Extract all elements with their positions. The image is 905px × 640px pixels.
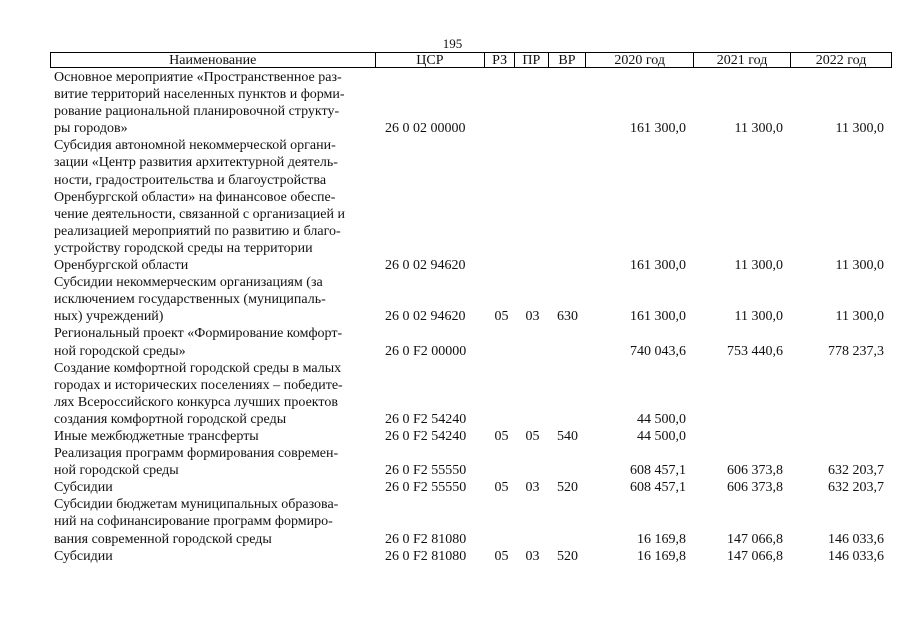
row-csr: 26 0 F2 55550 <box>385 480 467 496</box>
row-name-line: ры городов» <box>54 121 128 137</box>
row-name-line: устройству городской среды на территории <box>54 240 313 256</box>
row-name-line: Субсидии некоммерческим организациям (за <box>54 275 323 291</box>
table-row <box>50 325 892 359</box>
row-name-line: Субсидии <box>54 548 113 564</box>
table-row <box>50 496 892 547</box>
row-name <box>50 137 377 274</box>
row-2021: 11 300,0 <box>734 309 783 325</box>
row-name <box>50 69 377 137</box>
row-name-line: витие территорий населенных пунктов и форми- <box>54 87 345 103</box>
row-name-line: Иные межбюджетные трансферты <box>54 428 259 444</box>
header-rz: РЗ <box>485 53 515 67</box>
row-name <box>50 274 377 325</box>
row-name-line: Создание комфортной городской среды в малых <box>54 360 342 376</box>
row-name-line: исключением государственных (муниципаль- <box>54 292 326 308</box>
row-csr: 26 0 F2 55550 <box>385 463 467 479</box>
row-2020: 608 457,1 <box>630 480 686 496</box>
page-number: 195 <box>442 36 463 51</box>
row-2022: 632 203,7 <box>828 480 884 496</box>
row-name-line: ности, градостроительства и благоустройства <box>54 172 327 188</box>
row-2020: 161 300,0 <box>630 121 686 137</box>
table-row <box>50 274 892 325</box>
row-name-line: чение деятельности, связанной с организацией и <box>54 206 345 222</box>
row-name-line: вания современной городской среды <box>54 531 272 547</box>
row-name-line: ний на софинансирование программ формиро- <box>54 514 333 530</box>
row-name-line: ной городской среды» <box>54 343 186 359</box>
row-2021: 147 066,8 <box>727 548 783 564</box>
row-2021: 147 066,8 <box>727 531 783 547</box>
row-name-line: Субсидии бюджетам муниципальных образова- <box>54 497 339 513</box>
row-csr: 26 0 F2 00000 <box>385 343 467 359</box>
row-2021: 753 440,6 <box>727 343 783 359</box>
row-2020: 161 300,0 <box>630 258 686 274</box>
row-name-line: ной городской среды <box>54 463 179 479</box>
header-2020: 2020 год <box>586 53 694 67</box>
row-2021: 11 300,0 <box>734 121 783 137</box>
row-pr: 05 <box>525 428 540 444</box>
table-row <box>50 428 892 445</box>
row-rz: 05 <box>494 548 509 564</box>
row-csr: 26 0 F2 81080 <box>385 548 467 564</box>
row-pr: 03 <box>525 548 540 564</box>
header-csr: ЦСР <box>376 53 486 67</box>
table-row <box>50 360 892 428</box>
row-name-line: рование рациональной планировочной структу- <box>54 104 340 120</box>
row-csr: 26 0 F2 81080 <box>385 531 467 547</box>
table-row <box>50 445 892 479</box>
row-name <box>50 496 377 547</box>
row-2020: 44 500,0 <box>637 428 686 444</box>
table-row <box>50 479 892 496</box>
header-name: Наименование <box>51 53 376 67</box>
table-body <box>50 69 892 565</box>
row-name <box>50 445 377 479</box>
row-2022: 11 300,0 <box>835 309 884 325</box>
row-name-line: Субсидии <box>54 480 113 496</box>
row-csr: 26 0 F2 54240 <box>385 428 467 444</box>
row-name <box>50 548 377 565</box>
row-name-line: реализацией мероприятий по развитию и благо- <box>54 223 341 239</box>
row-2022: 11 300,0 <box>835 258 884 274</box>
row-name-line: Реализация программ формирования современ- <box>54 446 339 462</box>
row-rz: 05 <box>494 480 509 496</box>
row-csr: 26 0 02 94620 <box>385 258 466 274</box>
row-name-line: Оренбургской области» на финансовое обеспе- <box>54 189 336 205</box>
row-name <box>50 428 377 445</box>
header-2021: 2021 год <box>694 53 791 67</box>
row-2022: 778 237,3 <box>828 343 884 359</box>
row-2021: 606 373,8 <box>727 480 783 496</box>
row-2021: 606 373,8 <box>727 463 783 479</box>
row-2021: 11 300,0 <box>734 258 783 274</box>
row-name-line: Субсидия автономной некоммерческой органи- <box>54 138 336 154</box>
row-name-line: Основное мероприятие «Пространственное раз- <box>54 70 342 85</box>
row-csr: 26 0 02 00000 <box>385 121 466 137</box>
row-2020: 16 169,8 <box>637 531 686 547</box>
row-name-line: ных) учреждений) <box>54 309 164 325</box>
row-2022: 146 033,6 <box>828 548 884 564</box>
row-2020: 608 457,1 <box>630 463 686 479</box>
row-2020: 740 043,6 <box>630 343 686 359</box>
header-pr: ПР <box>515 53 549 67</box>
table-row <box>50 69 892 137</box>
row-2022: 146 033,6 <box>828 531 884 547</box>
row-name <box>50 479 377 496</box>
table-row <box>50 137 892 274</box>
row-name <box>50 325 377 359</box>
row-pr: 03 <box>525 480 540 496</box>
row-name-line: зации «Центр развития архитектурной деятель- <box>54 155 338 171</box>
row-2020: 161 300,0 <box>630 309 686 325</box>
row-vr: 630 <box>557 309 578 325</box>
header-2022: 2022 год <box>815 53 867 68</box>
row-rz: 05 <box>494 428 509 444</box>
row-name-line: городах и исторических поселениях – победите- <box>54 377 343 393</box>
row-vr: 520 <box>557 548 578 564</box>
row-name-line: Оренбургской области <box>54 258 189 274</box>
row-vr: 540 <box>557 428 578 444</box>
header-vr: ВР <box>549 53 587 67</box>
row-csr: 26 0 F2 54240 <box>385 411 467 427</box>
row-name-line: лях Всероссийского конкурса лучших проектов <box>54 394 338 410</box>
row-name-line: создания комфортной городской среды <box>54 411 287 427</box>
row-2022: 11 300,0 <box>835 121 884 137</box>
row-2020: 44 500,0 <box>637 411 686 427</box>
table-header <box>50 52 892 68</box>
row-name-line: Региональный проект «Формирование комфорт- <box>54 326 343 342</box>
row-rz: 05 <box>494 309 509 325</box>
row-pr: 03 <box>525 309 540 325</box>
row-vr: 520 <box>557 480 578 496</box>
row-2022: 632 203,7 <box>828 463 884 479</box>
row-name <box>50 360 377 428</box>
row-csr: 26 0 02 94620 <box>385 309 466 325</box>
row-2020: 16 169,8 <box>637 548 686 564</box>
table-row <box>50 548 892 565</box>
